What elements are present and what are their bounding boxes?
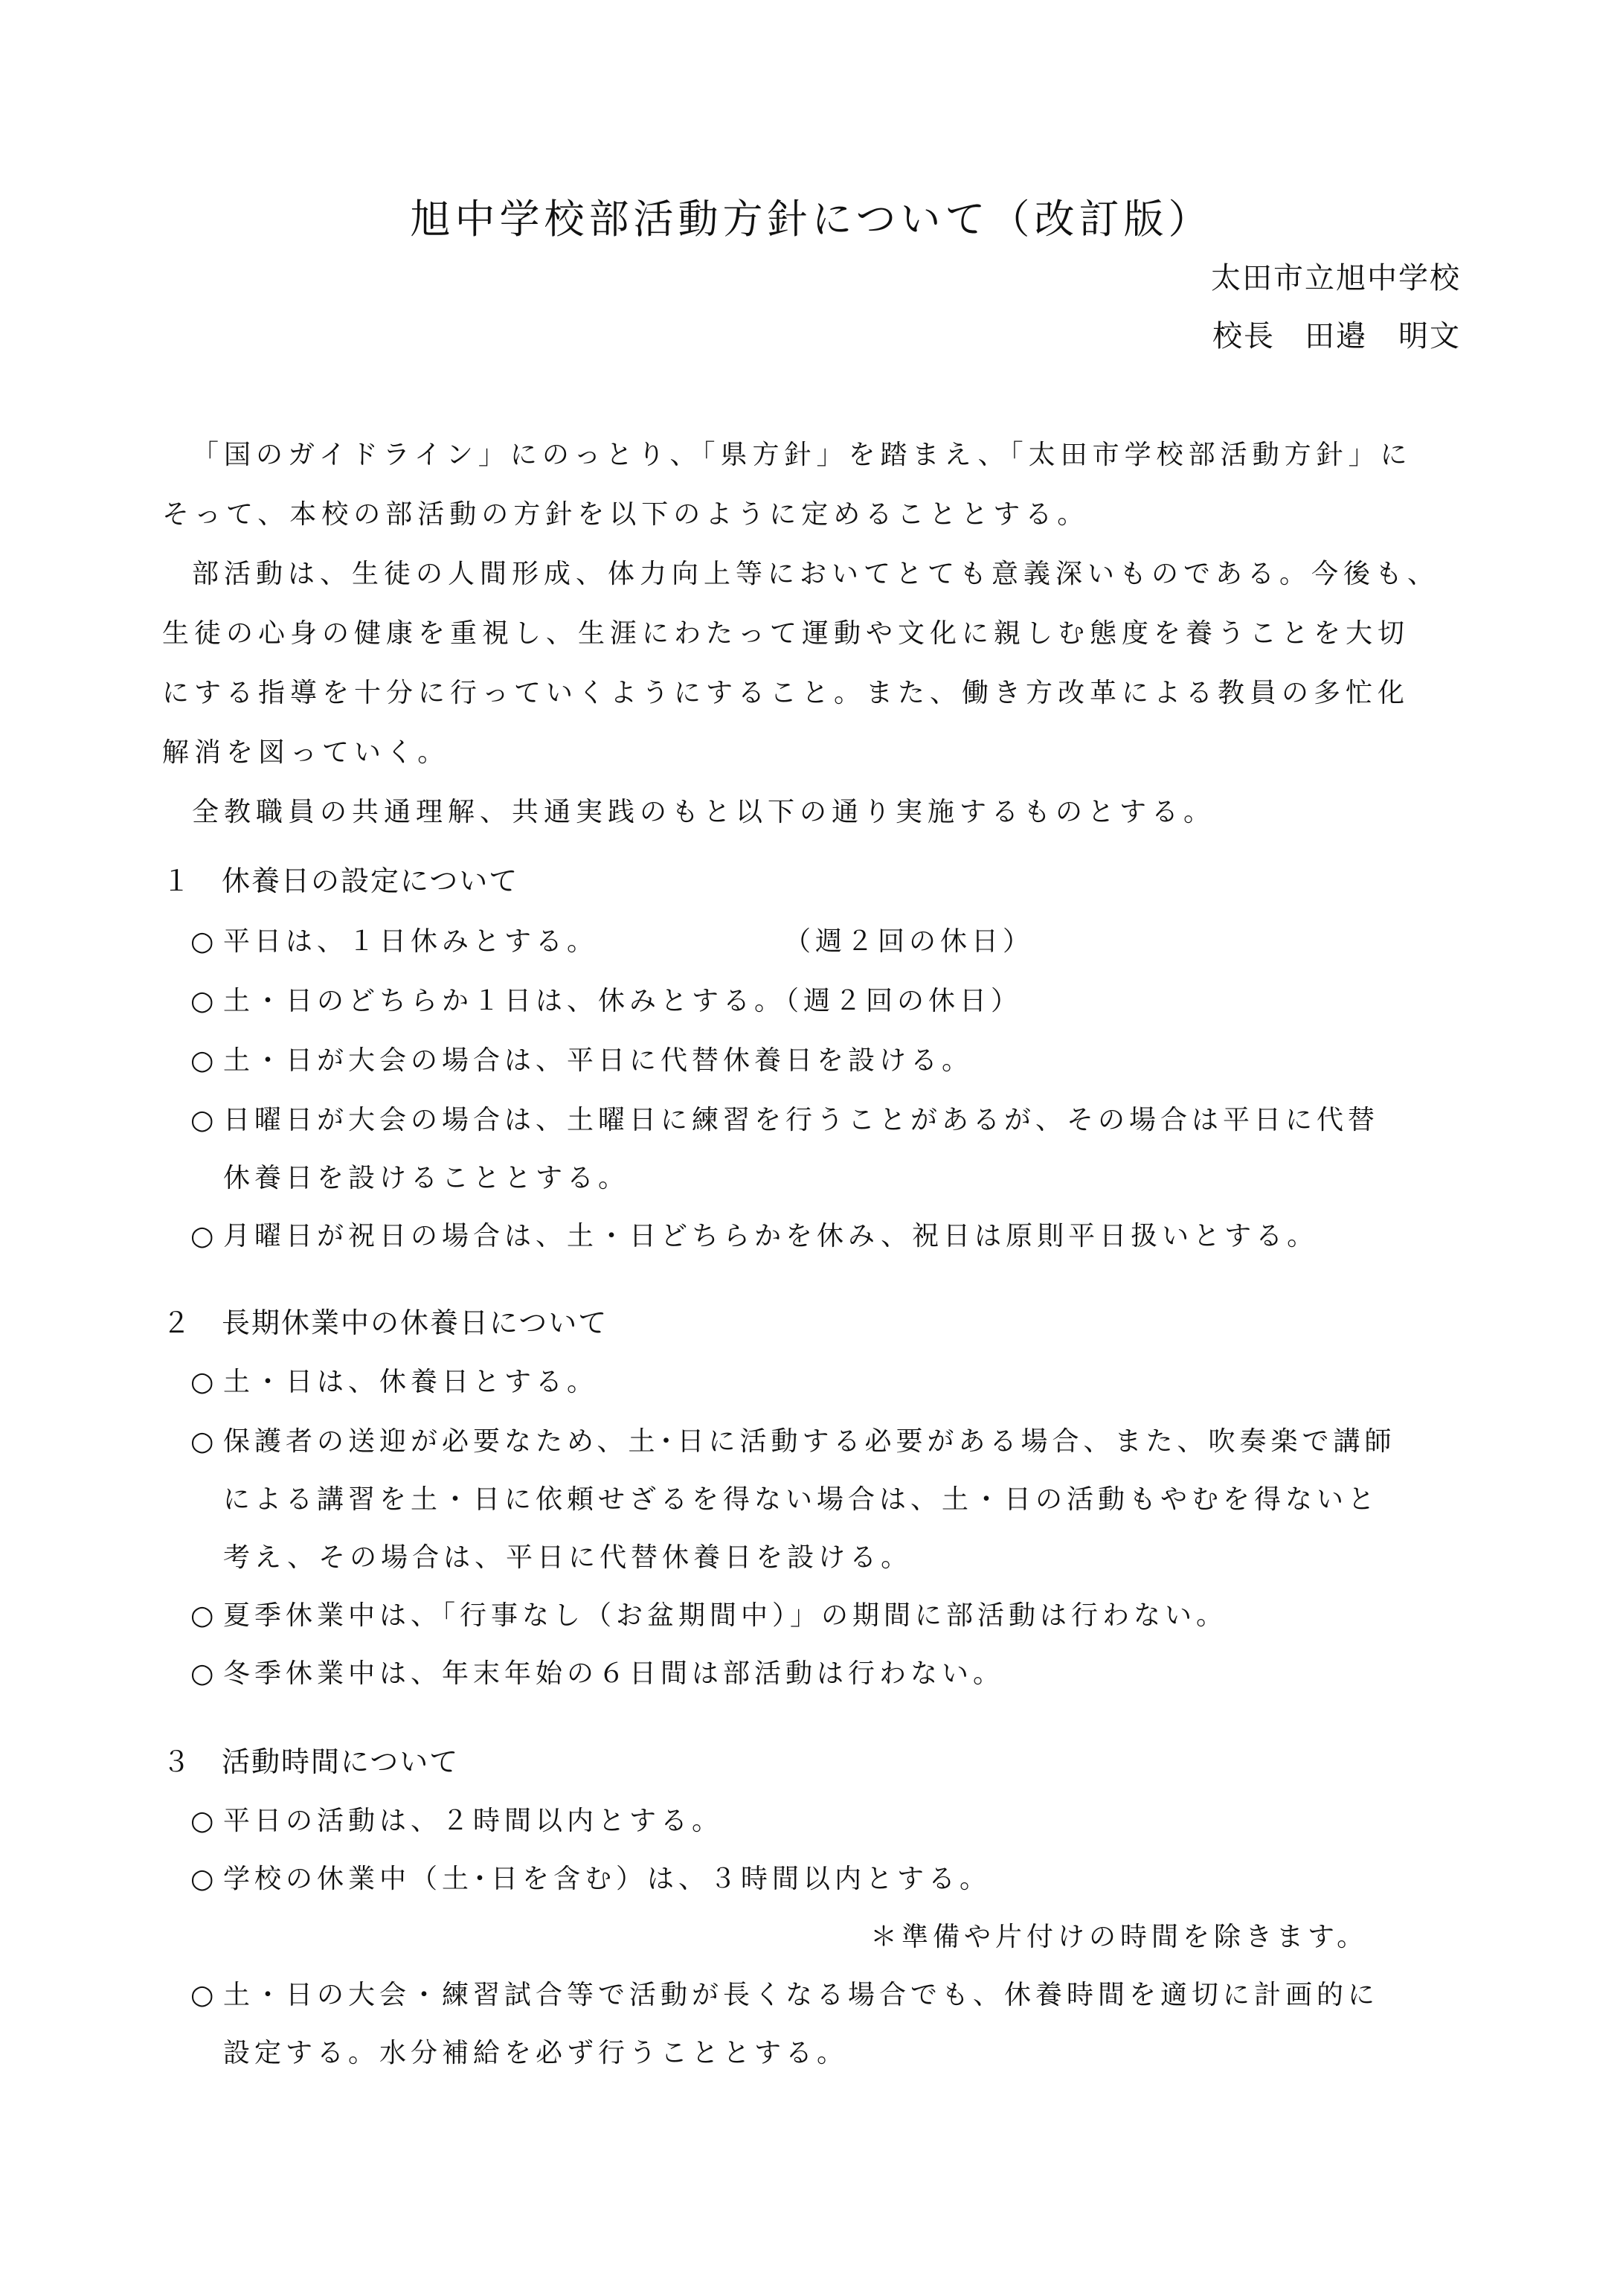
- bullet-circle-icon: ○: [190, 1980, 219, 2010]
- section-number: ３: [162, 1745, 193, 1778]
- list-item-text: 学校の休業中（土･日を含む）は、３時間以内とする。: [223, 1864, 992, 1894]
- bullet-circle-icon: ○: [190, 1658, 219, 1689]
- list-item-text: 土・日の大会・練習試合等で活動が長くなる場合でも、休養時間を適切に計画的に: [223, 1980, 1380, 2010]
- list-item-text: 平日は、１日休みとする。: [223, 926, 599, 957]
- list-item-text: 土・日のどちらか１日は、休みとする。（週２回の休日）: [223, 986, 1023, 1016]
- intro-paragraph: [162, 426, 1471, 842]
- bullet-circle-icon: ○: [190, 1221, 219, 1251]
- list-item: [190, 1101, 1379, 1140]
- page-title: 旭中学校部活動方針について（改訂版）: [410, 196, 1213, 243]
- principal-line: [1212, 315, 1461, 357]
- principal-title: 校長: [1212, 319, 1275, 353]
- list-item-text: 土・日が大会の場合は、平日に代替休養日を設ける。: [223, 1045, 974, 1076]
- list-item-text: 日曜日が大会の場合は、土曜日に練習を行うことがあるが、その場合は平日に代替: [223, 1105, 1380, 1135]
- bullet-circle-icon: ○: [190, 1367, 219, 1397]
- list-item: [190, 1042, 973, 1080]
- list-item-text: 夏季休業中は、「行事なし（お盆期間中）」の期間に部活動は行わない。: [223, 1600, 1228, 1631]
- bullet-circle-icon: ○: [190, 1105, 219, 1135]
- section-heading-1: [162, 860, 518, 902]
- list-item-continuation: 設定する。水分補給を必ず行うこととする。: [223, 2038, 849, 2068]
- section-heading-2: [162, 1302, 608, 1344]
- principal-name: 田邉 明文: [1305, 319, 1461, 353]
- list-item: [190, 1860, 991, 1899]
- list-item-text: 平日の活動は、２時間以内とする。: [223, 1806, 724, 1836]
- bullet-circle-icon: ○: [190, 986, 219, 1016]
- list-item: [190, 1217, 1318, 1256]
- list-item-note: ＊準備や片付けの時間を除きます。: [870, 1922, 1369, 1952]
- list-item-continuation: による講習を土・日に依頼せざるを得ない場合は、土・日の活動もやむを得ないと: [223, 1484, 1380, 1515]
- list-item-text: 保護者の送迎が必要なため、土･日に活動する必要がある場合、また、吹奏楽で講師: [223, 1426, 1396, 1457]
- list-item-text: 土・日は、休養日とする。: [223, 1367, 599, 1397]
- list-item: [190, 1655, 1004, 1693]
- section-heading-text: 活動時間について: [222, 1745, 460, 1778]
- list-item-text: 月曜日が祝日の場合は、土・日どちらかを休み、祝日は原則平日扱いとする。: [223, 1221, 1319, 1251]
- intro-line: 全教職員の共通理解、共通実践のもと以下の通り実施するものとする。: [192, 797, 1216, 827]
- list-item-continuation: 考え、その場合は、平日に代替休養日を設ける。: [223, 1542, 913, 1573]
- intro-line: 「国のガイドライン」にのっとり、「県方針」を踏まえ、「太田市学校部活動方針」に: [192, 440, 1413, 470]
- intro-line: 部活動は、生徒の人間形成、体力向上等においてとても意義深いものである。今後も、: [192, 559, 1440, 589]
- bullet-circle-icon: ○: [190, 1045, 219, 1076]
- section-heading-text: 長期休業中の休養日について: [222, 1306, 608, 1339]
- intro-line: 生徒の心身の健康を重視し、生涯にわたって運動や文化に親しむ態度を養うことを大切: [162, 618, 1410, 649]
- bullet-circle-icon: ○: [190, 1426, 219, 1457]
- intro-line: そって、本校の部活動の方針を以下のように定めることとする。: [162, 499, 1090, 530]
- list-item-text: 冬季休業中は、年末年始の６日間は部活動は行わない。: [223, 1658, 1005, 1689]
- list-item: [190, 982, 1022, 1021]
- bullet-circle-icon: ○: [190, 926, 219, 957]
- section-number: １: [162, 865, 193, 897]
- section-heading-text: 休養日の設定について: [222, 865, 519, 897]
- list-item: [190, 1363, 598, 1402]
- section-number: ２: [162, 1306, 193, 1339]
- intro-line: 解消を図っていく。: [162, 737, 450, 768]
- list-item: [190, 1423, 1396, 1461]
- list-item-continuation: 休養日を設けることとする。: [223, 1163, 630, 1193]
- school-name: 太田市立旭中学校: [1211, 261, 1461, 295]
- bullet-circle-icon: ○: [190, 1600, 219, 1631]
- list-item: [190, 1976, 1379, 2015]
- bullet-circle-icon: ○: [190, 1806, 219, 1836]
- list-item: [190, 1597, 1227, 1635]
- list-item: [190, 923, 1034, 961]
- list-item-note: （週２回の休日）: [784, 926, 1035, 957]
- bullet-circle-icon: ○: [190, 1864, 219, 1894]
- list-item: [190, 1802, 723, 1841]
- section-heading-3: [162, 1741, 459, 1783]
- intro-line: にする指導を十分に行っていくようにすること。また、働き方改革による教員の多忙化: [162, 678, 1410, 708]
